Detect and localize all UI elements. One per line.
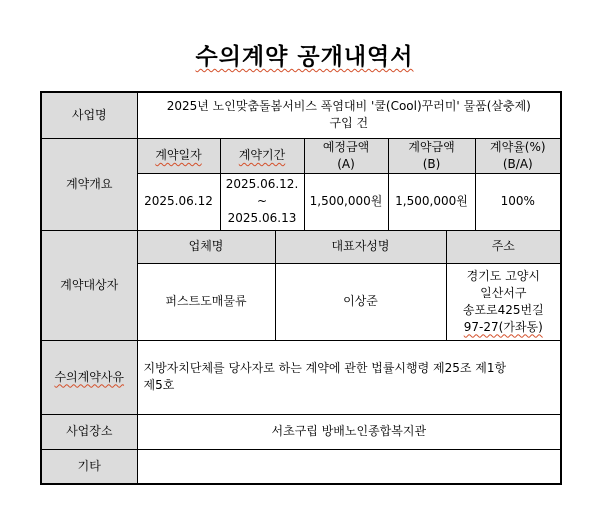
company-name: 퍼스트도매물류 [137, 263, 275, 340]
disclosure-table [40, 91, 562, 485]
representative-name: 이상준 [275, 263, 446, 340]
project-label: 사업명 [41, 92, 137, 138]
estimated-amount: 1,500,000원 [304, 173, 388, 230]
counterparty-header-row [41, 230, 561, 263]
estimated-amount-header: 예정금액 (A) [304, 138, 388, 173]
etc-row [41, 449, 561, 484]
location-label: 사업장소 [41, 414, 137, 449]
project-row [41, 92, 561, 138]
contract-rate-header: 계약율(%) (B/A) [475, 138, 561, 173]
contract-header-row [41, 138, 561, 173]
project-name [137, 92, 561, 138]
reason-label: 수의계약사유 [41, 340, 137, 414]
etc-value [137, 449, 561, 484]
company-header: 업체명 [137, 230, 275, 263]
project-name-line2: 구입 건 [329, 116, 369, 131]
location-value: 서초구립 방배노인종합복지관 [137, 414, 561, 449]
contract-rate: 100% [475, 173, 561, 230]
page-title: 수의계약 공개내역서 [195, 44, 414, 70]
project-name-line1: 2025년 노인맞춤돌봄서비스 폭염대비 '쿨(Cool)꾸러미' 물품(살충제) [166, 99, 531, 114]
address-header: 주소 [446, 230, 561, 263]
contract-amount-header: 계약금액 (B) [388, 138, 475, 173]
company-address: 경기도 고양시 일산서구 송포로425번길 97-27(가좌동) [446, 263, 561, 340]
representative-header: 대표자성명 [275, 230, 446, 263]
reason-text: 지방자치단체를 당사자로 하는 계약에 관한 법률시행령 제25조 제1항 제5호 [137, 340, 561, 414]
reason-row [41, 340, 561, 414]
contract-label: 계약개요 [41, 138, 137, 230]
contract-period: 2025.06.12. ~ 2025.06.13 [220, 173, 304, 230]
contract-date-header: 계약일자 [137, 138, 220, 173]
etc-label: 기타 [41, 449, 137, 484]
contract-amount: 1,500,000원 [388, 173, 475, 230]
contract-period-header: 계약기간 [220, 138, 304, 173]
contract-date: 2025.06.12 [137, 173, 220, 230]
counterparty-label: 계약대상자 [41, 230, 137, 340]
location-row [41, 414, 561, 449]
